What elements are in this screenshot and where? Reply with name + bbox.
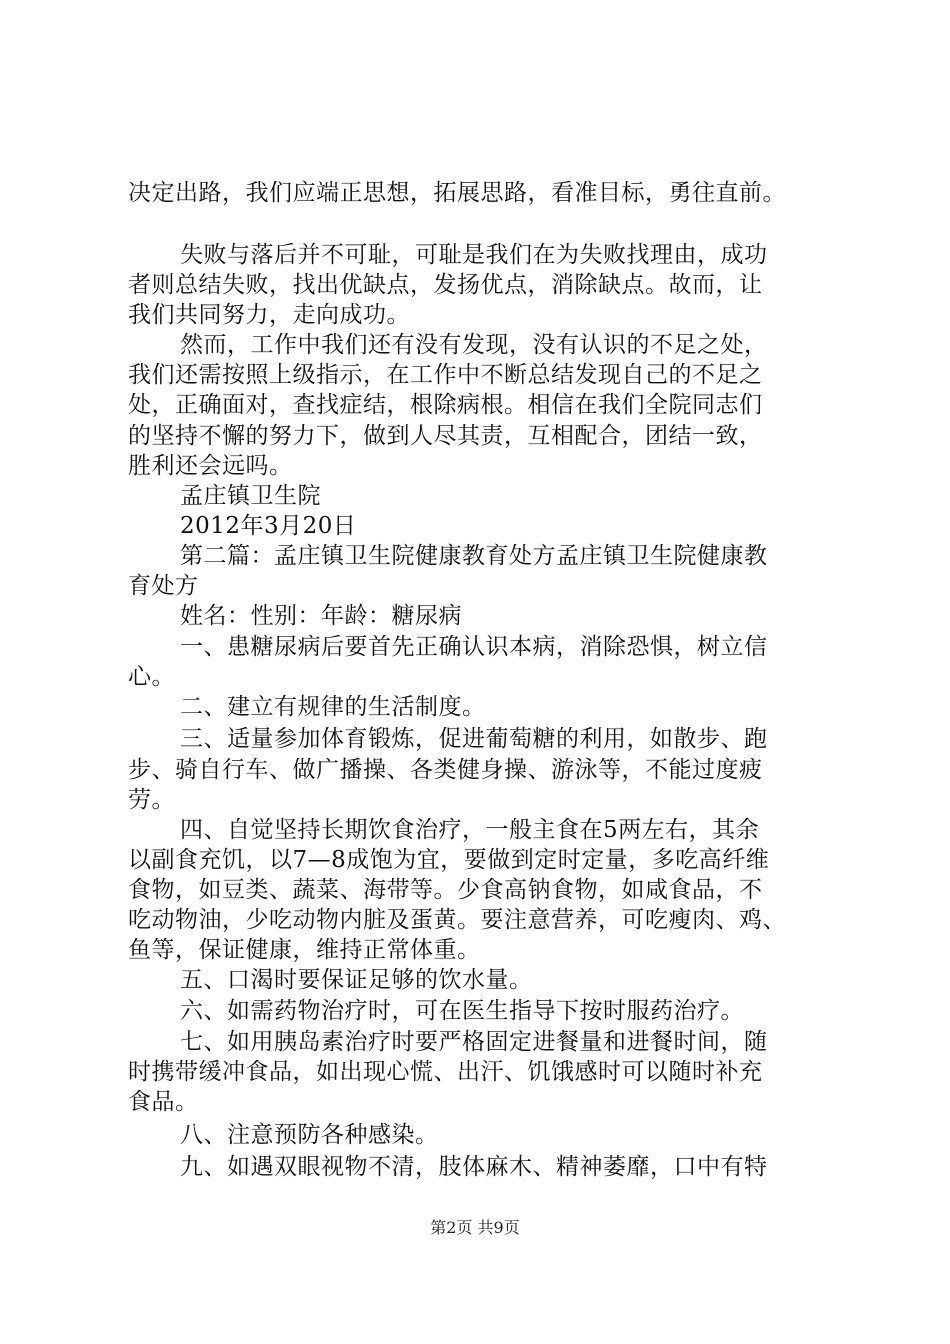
text-line: 九、如遇双眼视物不清，肢体麻木、精神萎靡，口中有特 [180, 1154, 768, 1180]
text-line: 食品。 [128, 1089, 199, 1115]
text-line: 心。 [128, 664, 175, 690]
text-line: 胜利还会远吗。 [128, 453, 293, 479]
text-line: 处，正确面对，查找症结，根除病根。相信在我们全院同志们 [128, 392, 763, 418]
text-line: 的坚持不懈的努力下，做到人尽其责，互相配合，团结一致， [128, 423, 763, 449]
text-line: 我们共同努力，走向成功。 [128, 302, 410, 328]
signature-org: 孟庄镇卫生院 [180, 483, 321, 509]
form-fields-line: 姓名：性别：年龄：糖尿病 [180, 603, 462, 629]
text-line: 七、如用胰岛素治疗时要严格固定进餐量和进餐时间，随 [180, 1029, 768, 1055]
text-line: 六、如需药物治疗时，可在医生指导下按时服药治疗。 [180, 998, 744, 1024]
text-line: 时携带缓冲食品，如出现心慌、出汗、饥饿感时可以随时补充 [128, 1059, 763, 1085]
text-line: 食物，如豆类、蔬菜、海带等。少食高钠食物，如咸食品，不 [128, 877, 763, 903]
text-line: 决定出路，我们应端正思想，拓展思路，看准目标，勇往直前。 [128, 180, 786, 206]
text-line: 劳。 [128, 787, 175, 813]
text-line: 四、自觉坚持长期饮食治疗，一般主食在5两左右，其余 [180, 817, 760, 843]
text-line: 者则总结失败，找出优缺点，发扬优点，消除缺点。故而，让 [128, 272, 763, 298]
text-line: 鱼等，保证健康，维持正常体重。 [128, 937, 481, 963]
text-line: 三、适量参加体育锻炼，促进葡萄糖的利用，如散步、跑 [180, 726, 768, 752]
text-line: 失败与落后并不可耻，可耻是我们在为失败找理由，成功 [180, 242, 768, 268]
text-line: 然而，工作中我们还有没有发现，没有认识的不足之处， [180, 332, 768, 358]
page-number-footer: 第2页 共9页 [430, 1218, 520, 1237]
section-title: 育处方 [128, 573, 199, 599]
text-line: 我们还需按照上级指示，在工作中不断总结发现自己的不足之 [128, 362, 763, 388]
text-line: 步、骑自行车、做广播操、各类健身操、游泳等，不能过度疲 [128, 757, 763, 783]
text-line: 二、建立有规律的生活制度。 [180, 694, 486, 720]
text-line: 八、注意预防各种感染。 [180, 1122, 439, 1148]
section-title: 第二篇：孟庄镇卫生院健康教育处方孟庄镇卫生院健康教 [180, 543, 768, 569]
text-line: 以副食充饥，以7—8成饱为宜，要做到定时定量，多吃高纤维 [128, 847, 770, 873]
text-line: 一、患糖尿病后要首先正确认识本病，消除恐惧，树立信 [180, 634, 768, 660]
signature-date: 2012年3月20日 [180, 513, 357, 539]
text-line: 五、口渴时要保证足够的饮水量。 [180, 967, 533, 993]
text-line: 吃动物油，少吃动物内脏及蛋黄。要注意营养，可吃瘦肉、鸡、 [128, 907, 786, 933]
